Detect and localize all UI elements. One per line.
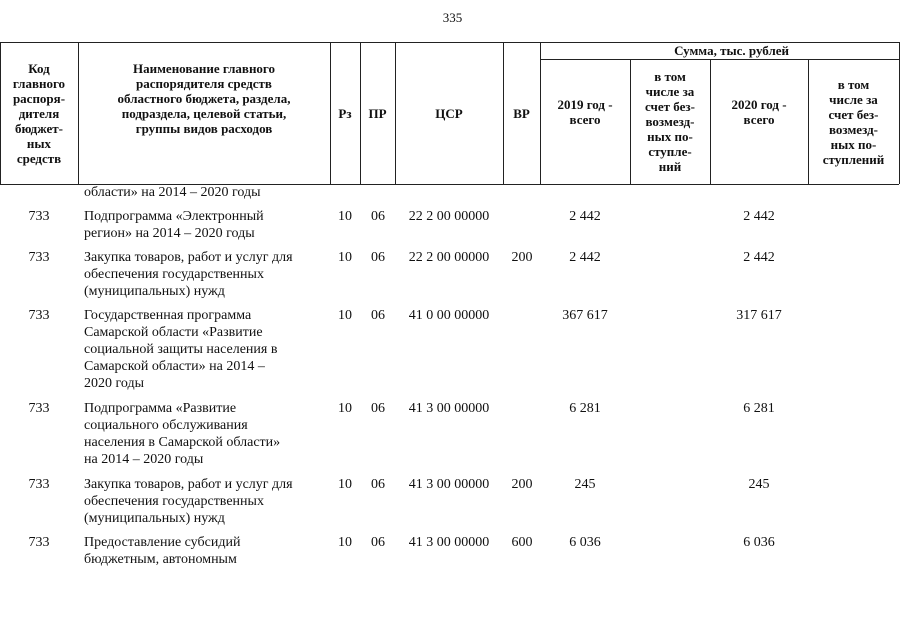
row-code: 733 bbox=[28, 308, 50, 323]
row-code: 733 bbox=[28, 209, 50, 224]
row-pr: 06 bbox=[371, 308, 385, 323]
row-rz: 10 bbox=[338, 308, 352, 323]
header-2019-total: 2019 год - всего bbox=[557, 96, 613, 127]
row-2019: 6 281 bbox=[569, 401, 601, 416]
header-vr: ВР bbox=[513, 105, 530, 121]
row-2019: 2 442 bbox=[569, 250, 601, 265]
header-2020-free: в том числе за счет без- возмезд- ных по- ступлений bbox=[822, 76, 885, 167]
row-2020: 317 617 bbox=[736, 308, 782, 323]
row-2020: 2 442 bbox=[743, 209, 775, 224]
row-name: Подпрограмма «Развитие социального обслуживания населения в Самарской области» на 2014 – 2020 годы bbox=[84, 401, 281, 467]
row-name: Предоставление субсидий бюджетным, автономным bbox=[84, 535, 241, 567]
row-csr: 41 3 00 00000 bbox=[408, 535, 490, 550]
continuation-text: области» на 2014 – 2020 годы bbox=[84, 185, 261, 200]
row-pr: 06 bbox=[371, 477, 385, 492]
row-name: Закупка товаров, работ и услуг для обеспечения государственных (муниципальных) нужд bbox=[84, 250, 293, 299]
header-csr: ЦСР bbox=[435, 105, 463, 121]
row-2019: 367 617 bbox=[562, 308, 608, 323]
table-header bbox=[0, 42, 899, 184]
row-csr: 22 2 00 00000 bbox=[408, 250, 490, 265]
row-vr: 200 bbox=[511, 477, 533, 492]
row-rz: 10 bbox=[338, 209, 352, 224]
row-rz: 10 bbox=[338, 401, 352, 416]
row-code: 733 bbox=[28, 477, 50, 492]
row-pr: 06 bbox=[371, 250, 385, 265]
row-vr: 200 bbox=[511, 250, 533, 265]
row-csr: 22 2 00 00000 bbox=[408, 209, 490, 224]
row-2019: 6 036 bbox=[569, 535, 601, 550]
row-code: 733 bbox=[28, 401, 50, 416]
row-2020: 2 442 bbox=[743, 250, 775, 265]
row-2020: 6 281 bbox=[743, 401, 775, 416]
header-code: Код главного распоря- дителя бюджет- ных средств bbox=[12, 60, 66, 166]
row-code: 733 bbox=[28, 535, 50, 550]
row-name: Государственная программа Самарской области «Развитие социальной защиты населения в Самарской области» на 2014 – 2020 годы bbox=[84, 308, 278, 391]
header-rz: Рз bbox=[338, 105, 352, 121]
row-name: Подпрограмма «Электронный регион» на 2014 – 2020 годы bbox=[84, 209, 264, 241]
row-csr: 41 0 00 00000 bbox=[408, 308, 490, 323]
row-pr: 06 bbox=[371, 535, 385, 550]
row-rz: 10 bbox=[338, 477, 352, 492]
row-2020: 245 bbox=[748, 477, 770, 492]
row-vr: 600 bbox=[511, 535, 533, 550]
row-code: 733 bbox=[28, 250, 50, 265]
row-rz: 10 bbox=[338, 535, 352, 550]
header-name: Наименование главного распорядителя средств областного бюджета, раздела, подраздела, целевой статьи, группы видов расходов bbox=[117, 60, 291, 136]
header-sum: Сумма, тыс. рублей bbox=[674, 43, 789, 58]
header-2019-free: в том числе за счет без- возмезд- ных по- ступле- ний bbox=[645, 69, 695, 174]
page-number: 335 bbox=[442, 10, 463, 25]
row-name: Закупка товаров, работ и услуг для обеспечения государственных (муниципальных) нужд bbox=[84, 477, 293, 526]
row-2019: 245 bbox=[574, 477, 596, 492]
header-pr: ПР bbox=[368, 105, 387, 121]
row-csr: 41 3 00 00000 bbox=[408, 477, 490, 492]
row-2019: 2 442 bbox=[569, 209, 601, 224]
row-pr: 06 bbox=[371, 209, 385, 224]
row-pr: 06 bbox=[371, 401, 385, 416]
row-rz: 10 bbox=[338, 250, 352, 265]
row-2020: 6 036 bbox=[743, 535, 775, 550]
header-2020-total: 2020 год - всего bbox=[731, 96, 787, 127]
row-csr: 41 3 00 00000 bbox=[408, 401, 490, 416]
